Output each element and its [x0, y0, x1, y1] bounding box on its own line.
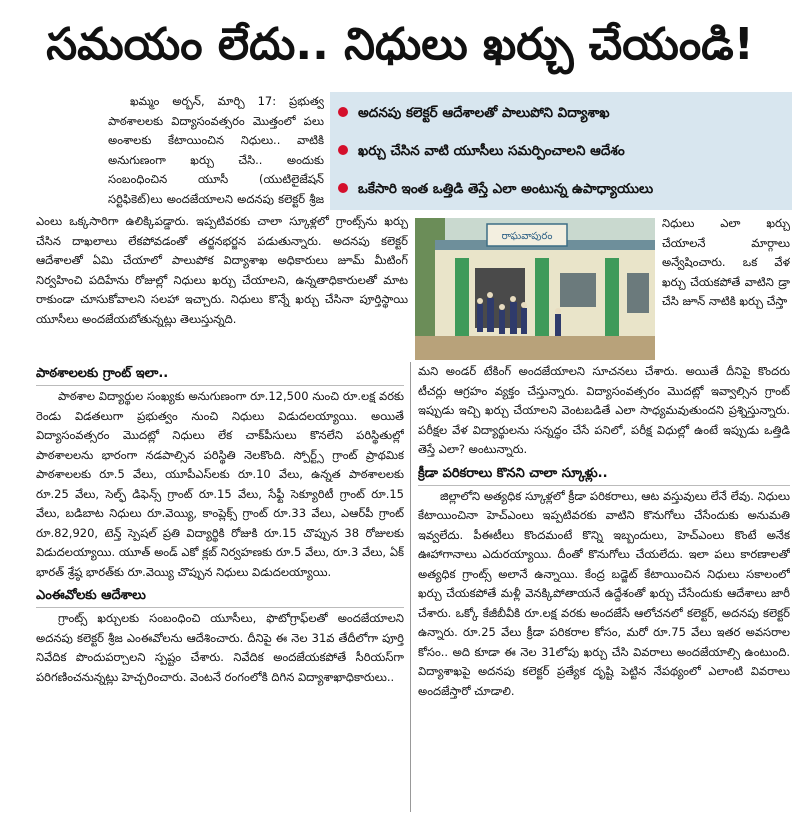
headline: సమయం లేదు.. నిధులు ఖర్చు చేయండి! — [46, 19, 754, 70]
school-photo — [415, 218, 655, 360]
highlight-item — [338, 134, 788, 168]
bullet-icon — [338, 145, 348, 155]
article-intro-top — [108, 92, 324, 209]
school-building-image — [415, 218, 655, 360]
highlight-item — [338, 96, 788, 130]
bullet-icon — [338, 183, 348, 193]
right-narrow-paragraph: నిధులు ఎలా ఖర్చు చేయాలనే మార్గాలు అన్వేషించారు. ఒక వేళ ఖర్చు చేయకపోతే వాటిని డ్రా చేసి జూన్ నాటికి ఖర్చు చేస్తా — [662, 216, 790, 308]
paragraph-sports-equipment: జిల్లాలోని అత్యధిక స్కూళ్లలో క్రీడా పరికరాలు, ఆట వస్తువులు లేనే లేవు. నిధులు కేటాయించినా హెచ్ఎంలు ఇప్పటివరకు వాటిని కొనుగోలు చేసేందుకు అనుమతి ఇవ్వలేదు. పీఈటీలు కొందమంటే కొన్ని ఇబ్బందులు, హెచ్ఎంలు కొంటే అనేక ఊహాగానాలు ఎదురయ్యాయి. దీంతో కొనుగోలు చేయలేదు. ఇలా పలు కారణాలతో అత్యధిక గ్రాంట్స్ అలానే ఉన్నాయి. కేంద్ర బడ్జెట్ కేటాయించిన నిధులు సకాలంలో ఖర్చు చేయకపోతే మళ్లీ వెనక్కిపోతాయనే ఉద్దేశంతో ఖర్చు చేసేందుకు ఆదేశాలు జారీ చేశారు. ఒక్కో కేజీబీవీకి రూ.లక్ష వరకు అందజేసే ఆలోచనలో కలెక్టర్, అదనపు కలెక్టర్ ఉన్నారు. రూ.25 వేలు క్రీడా పరికరాల కోసం, మరో రూ.75 వేలు ఇతర అవసరాల కోసం.. అది కూడా ఈ నెల 31లోపు ఖర్చు చేసి వివరాలు అందజేయాల్సి ఉంటుంది. విద్యాశాఖపై అదనపు కలెక్టర్ ప్రత్యేక దృష్టి పెట్టిన నేపథ్యంలో ఎలాంటి వివరాలు అందజేస్తారో చూడాలి. — [418, 488, 790, 698]
school-sign-text: రాఘవాపురం — [501, 231, 553, 242]
right-wide-paragraph: మని అండర్ టేకింగ్ అందజేయాలని సూచనలు చేశారు. అయితే దీనిపై కొందరు టీచర్లు ఆగ్రహం వ్యక్తం చేస్తున్నారు. విద్యాసంవత్సరం మొదట్లో ఇవ్వాల్సిన గ్రాంట్ ఇప్పుడు ఇచ్చి ఖర్చు చేయాలని వెంటబడితే ఎలా సాధ్యమవుతుందని ప్రశ్నిస్తున్నారు. పరీక్షల వేళ విద్యార్థులను సన్నద్ధం చేసే పనిలో, పరీక్ష విధుల్లో ఉంటే ఇప్పుడు ఒత్తిడి తెస్తే ఎలా? అంటున్నారు. — [418, 364, 790, 456]
subheading-meo-orders: ఎంఈవోలకు ఆదేశాలు — [36, 586, 404, 608]
paragraph-grants: పాఠశాల విద్యార్థుల సంఖ్యకు అనుగుణంగా రూ.12,500 నుంచి రూ.లక్ష వరకు రెండు విడతలుగా ప్రభుత్వం నుంచి నిధులు విడుదలయ్యాయి. అయితే విద్యాసంవత్సరం మొదట్లో నిధులు లేక చాక్‌పీసులు కొనలేని పరిస్థితుల్లో పాఠశాలలను భారంగా నడపాల్సిన పరిస్థితి నెలకొంది. స్పోర్ట్స్ గ్రాంట్ ప్రాథమిక పాఠశాలలకు రూ.5 వేలు, యూపీఎస్‌లకు రూ.10 వేలు, ఉన్నత పాఠశాలలకు రూ.25 వేలు, సెల్ఫ్ డిఫెన్స్ గ్రాంట్ రూ.15 వేలు, సేఫ్టీ సెక్యూరిటీ గ్రాంట్ రూ.15 వేలు, బడిబాట నిధులు రూ.వెయ్యి, కాంప్లెక్స్ గ్రాంట్ రూ.33 వేలు, ఎఆర్‌పీ గ్రాంట్ రూ.82,920, టెన్త్ స్పెషల్ ప్రతి విద్యార్థికి రోజుకి రూ.15 చొప్పున 38 రోజులకు విడుదలయ్యాయి. యూత్ అండ్ ఎకో క్లబ్ నిర్వహణకు రూ.5 వేలు, రూ.3 వేలు, ఏక్ భారత్ శ్రేష్ఠ భారత్‌కు రూ.వెయ్యి చొప్పున నిధులు విడుదలయ్యాయి. — [36, 389, 404, 579]
column-divider — [410, 362, 411, 812]
highlights-box — [330, 92, 792, 210]
highlight-item — [338, 172, 788, 206]
subheading-grants: పాఠశాలలకు గ్రాంట్ ఇలా.. — [36, 364, 404, 386]
highlight-text: ఖర్చు చేసిన వాటి యూసీలు సమర్పించాలని ఆదేశం — [358, 143, 625, 159]
article-right-column — [418, 362, 790, 812]
highlight-text: అదనపు కలెక్టర్ ఆదేశాలతో పాలుపోని విద్యాశాఖ — [358, 105, 610, 121]
bullet-icon — [338, 107, 348, 117]
intro-paragraph-top: ఖమ్మం అర్బన్, మార్చి 17: ప్రభుత్వ పాఠశాలలకు విద్యాసంవత్సరం మొత్తంలో పలు అంశాలకు కేటాయించిన నిధులు.. వాటికి అనుగుణంగా ఖర్చు చేసి.. అందుకు సంబంధించిన యూసీ (యుటిలైజేషన్ సర్టిఫికెట్)లు అందజేయాలని అదనపు కలెక్టర్ శ్రీజ — [108, 94, 324, 206]
article-intro-wide — [36, 212, 408, 360]
subheading-sports-equipment: క్రీడా పరికరాలు కొనని చాలా స్కూళ్లు.. — [418, 464, 790, 486]
article-right-narrow — [662, 214, 790, 358]
article-left-column — [36, 362, 404, 812]
highlight-text: ఒకేసారి ఇంత ఒత్తిడి తెస్తే ఎలా అంటున్న ఉపాధ్యాయులు — [358, 181, 654, 197]
intro-paragraph-wide: ఎంలు ఒక్కసారిగా ఉలిక్కిపడ్డారు. ఇప్పటివరకు చాలా స్కూళ్లలో గ్రాంట్స్‌ను ఖర్చు చేసిన దాఖలాలు లేకపోవడంతో తర్జనభర్జన పడుతున్నారు. అదనపు కలెక్టర్ ఆదేశాలతో ఏమి చేయాలో పాలుపోక విద్యాశాఖ అధికారులు జూమ్ మీటింగ్ నిర్వహించి పదిహేను రోజుల్లో నిధులు ఖర్చు చేయాలని, ఉన్నతాధికారులతో మాట రాకుండా చూసుకోవాలని సలహా ఇచ్చారు. నిధులు కొన్నే ఖర్చు చేసినా పూర్తిస్థాయి యూసీలు అందజేయబోతున్నట్లు తెలుస్తున్నది. — [36, 214, 408, 326]
paragraph-meo-orders: గ్రాంట్స్ ఖర్చులకు సంబంధించి యూసీలు, ఫొటోగ్రాఫ్‌లతో అందజేయాలని అదనపు కలెక్టర్ శ్రీజ ఎంఈవోలను ఆదేశించారు. దీనిపై ఈ నెల 31వ తేదీలోగా పూర్తి నివేదిక పొందుపర్చాలని స్పష్టం చేశారు. నివేదిక అందజేయకపోతే సీరియస్‌గా పరిగణించనున్నట్లు హెచ్చరించారు. వెంటనే రంగంలోకి దిగిన విద్యాశాఖాధికారులు.. — [36, 611, 404, 684]
